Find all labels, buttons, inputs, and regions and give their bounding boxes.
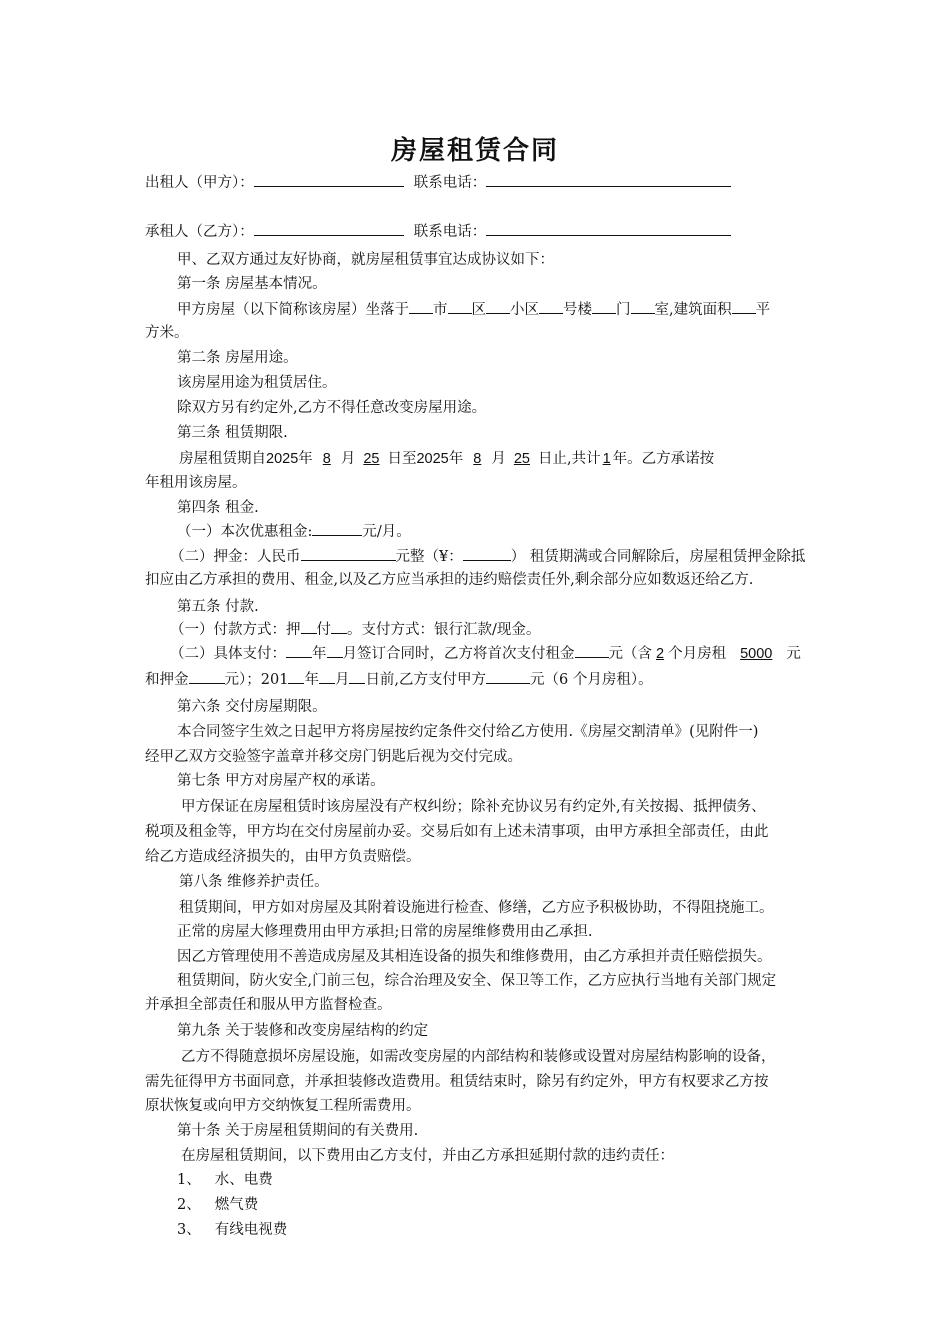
deposit-line [170, 546, 805, 567]
text: 和押金 [145, 672, 189, 688]
lessee-line [145, 221, 731, 242]
payment-detail-line [170, 643, 801, 664]
article-9-paragraph: 需先征得甲方书面同意，并承担装修改造费用。租赁结束时，除另有约定外，甲方有权要求乙方按 [145, 1074, 769, 1090]
deposit-line-2: 扣应由乙方承担的费用、租金,以及乙方应当承担的违约赔偿责任外,剩余部分应如数返还给乙方. [145, 572, 754, 588]
due-year-field[interactable] [288, 669, 304, 684]
text: 年 [448, 451, 464, 467]
lessee-phone-label: 联系电话： [413, 224, 487, 240]
text: 房屋租赁期自 [179, 451, 266, 467]
end-day[interactable]: 25 [513, 451, 530, 467]
article-1-line-2: 方米。 [145, 325, 189, 341]
text: 区 [471, 302, 486, 318]
article-6-paragraph: 本合同签字生效之日起甲方将房屋按约定条件交付给乙方使用.《房屋交割清单》(见附件一) [177, 724, 759, 740]
article-4-heading: 第四条 租金. [177, 500, 259, 516]
article-9-heading: 第九条 关于装修和改变房屋结构的约定 [177, 1023, 429, 1039]
rent-field[interactable] [312, 521, 362, 536]
list-item [177, 1195, 258, 1215]
rent-line [177, 521, 411, 542]
article-10-heading: 第十条 关于房屋租赁期间的有关费用. [177, 1123, 419, 1139]
text: 元整（¥： [395, 549, 463, 565]
second-payment-field[interactable] [486, 669, 530, 684]
article-7-paragraph: 甲方保证在房屋租赁时该房屋没有产权纠纷；除补充协议另有约定外,有关按揭、抵押债务、 [181, 799, 766, 815]
first-payment-field[interactable] [575, 643, 609, 658]
text: 元/月。 [362, 524, 411, 540]
list-text: 燃气费 [214, 1197, 259, 1213]
article-6-heading: 第六条 交付房屋期限。 [177, 699, 327, 715]
list-item [177, 1220, 287, 1240]
deposit-months-field[interactable] [301, 619, 317, 634]
sign-year-field[interactable] [286, 643, 312, 658]
text: （一）付款方式：押 [170, 622, 301, 638]
article-5-heading: 第五条 付款. [177, 599, 259, 615]
document-title: 房屋租赁合同 [390, 136, 559, 166]
payment-method-line [170, 619, 540, 640]
building-field[interactable] [539, 299, 563, 314]
text: 日止,共计 [537, 451, 601, 467]
room-field[interactable] [631, 299, 655, 314]
text: 小区 [510, 302, 539, 318]
sign-month-field[interactable] [327, 643, 343, 658]
lease-years[interactable]: 1 [602, 451, 611, 467]
article-1-heading: 第一条 房屋基本情况。 [177, 276, 327, 292]
intro-paragraph: 甲、乙双方通过友好协商，就房屋租赁事宜达成协议如下： [177, 252, 554, 268]
text: 甲方房屋（以下简称该房屋）坐落于 [177, 302, 409, 318]
text: 室,建筑面积 [654, 302, 732, 318]
list-number: 3、 [177, 1222, 201, 1238]
lease-term-line [179, 449, 714, 469]
article-9-paragraph: 原状恢复或向甲方交纳恢复工程所需费用。 [145, 1098, 421, 1114]
article-9-paragraph: 乙方不得随意损坏房屋设施，如需改变房屋的内部结构和装修或设置对房屋结构影响的设备， [181, 1049, 776, 1065]
city-field[interactable] [409, 299, 433, 314]
article-2-heading: 第二条 房屋用途。 [177, 350, 298, 366]
text: 年。乙方承诺按 [612, 451, 715, 467]
text: 月 [334, 672, 350, 688]
article-2-paragraph: 除双方另有约定外,乙方不得任意改变房屋用途。 [177, 400, 487, 416]
start-year: 2025 [266, 451, 299, 467]
area-field[interactable] [732, 299, 756, 314]
due-day-field[interactable] [349, 669, 365, 684]
end-month[interactable]: 8 [473, 451, 482, 467]
text: 月签订合同时，乙方将首次支付租金 [342, 646, 575, 662]
text: 市 [433, 302, 448, 318]
community-field[interactable] [486, 299, 510, 314]
text: （二）具体支付： [170, 646, 286, 662]
end-year: 2025 [416, 451, 449, 467]
start-month[interactable]: 8 [322, 451, 331, 467]
text: ） 租赁期满或合同解除后，房屋租赁押金除抵 [510, 549, 806, 565]
text: 。支付方式：银行汇款/现金。 [347, 622, 541, 638]
monthly-rent-value[interactable]: 5000 [740, 646, 773, 662]
text: 日至 [387, 451, 417, 467]
lessor-phone-label: 联系电话： [413, 175, 487, 191]
article-1-line [177, 299, 770, 320]
article-8-paragraph: 并承担全部责任和服从甲方监督检查。 [145, 997, 392, 1013]
text: 号楼 [563, 302, 592, 318]
article-7-paragraph: 税项及租金等，甲方均在交付房屋前办妥。交易后如有上述未清事项，由甲方承担全部责任，由此 [145, 824, 769, 840]
text: 年 [304, 672, 319, 688]
text: （二）押金：人民币 [170, 549, 301, 565]
article-8-paragraph: 租赁期间，甲方如对房屋及其附着设施进行检查、修缮，乙方应予积极协助，不得阻挠施工。 [179, 900, 774, 916]
text: 月 [340, 451, 356, 467]
article-10-paragraph: 在房屋租赁期间，以下费用由乙方支付，并由乙方承担延期付款的违约责任： [181, 1148, 674, 1164]
article-6-paragraph: 经甲乙双方交验签字盖章并移交房门钥匙后视为交付完成。 [145, 749, 522, 765]
article-2-paragraph: 该房屋用途为租赁居住。 [177, 375, 337, 391]
list-number: 1、 [177, 1172, 201, 1188]
lease-term-line-2: 年租用该房屋。 [145, 475, 247, 491]
lessor-line [145, 172, 731, 193]
article-7-paragraph: 给乙方造成经济损失的，由甲方负责赔偿。 [145, 849, 421, 865]
deposit-paid-field[interactable] [189, 669, 225, 684]
deposit-amount-field[interactable] [301, 546, 396, 561]
article-8-paragraph: 租赁期间，防火安全,门前三包，综合治理及安全、保卫等工作，乙方应执行当地有关部门规定 [177, 973, 777, 989]
text: （一）本次优惠租金: [177, 524, 313, 540]
text: 元 [786, 646, 801, 662]
text: 日前,乙方支付甲方 [365, 672, 487, 688]
payment-detail-line-2 [145, 669, 653, 690]
article-8-paragraph: 正常的房屋大修理费用由甲方承担;日常的房屋维修费用由乙承担. [177, 924, 593, 940]
lessee-label: 承租人（乙方）： [145, 224, 254, 240]
lessor-label: 出租人（甲方）： [145, 175, 254, 191]
text: 元）；201 [224, 672, 289, 688]
text: 平 [755, 302, 771, 318]
text: 年 [298, 451, 313, 467]
list-item [177, 1170, 273, 1190]
start-day[interactable]: 25 [363, 451, 380, 467]
deposit-number-field[interactable] [463, 546, 511, 561]
lessee-phone-field[interactable] [486, 221, 731, 236]
list-text: 水、电费 [214, 1172, 273, 1188]
district-field[interactable] [448, 299, 472, 314]
text: 个月房租 [668, 646, 727, 662]
text: 门 [616, 302, 631, 318]
text: 年 [312, 646, 327, 662]
article-8-paragraph: 因乙方管理使用不善造成房屋及其相连设备的损失和维修费用，由乙方承担并责任赔偿损失。 [177, 949, 772, 965]
text: 元（6 个月房租）。 [530, 672, 653, 688]
text: 月 [491, 451, 506, 467]
lessor-name-field[interactable] [254, 172, 404, 187]
article-3-heading: 第三条 租赁期限. [177, 425, 288, 441]
unit-field[interactable] [592, 299, 616, 314]
pay-months-field[interactable] [331, 619, 347, 634]
article-8-heading: 第八条 维修养护责任。 [179, 874, 329, 890]
list-number: 2、 [177, 1197, 201, 1213]
due-month-field[interactable] [319, 669, 335, 684]
text: 付 [316, 622, 331, 638]
list-text: 有线电视费 [214, 1222, 288, 1238]
lessee-name-field[interactable] [254, 221, 404, 236]
months-included[interactable]: 2 [656, 646, 665, 662]
text: 元（含 [608, 646, 652, 662]
article-7-heading: 第七条 甲方对房屋产权的承诺。 [177, 773, 385, 789]
lessor-phone-field[interactable] [486, 172, 731, 187]
